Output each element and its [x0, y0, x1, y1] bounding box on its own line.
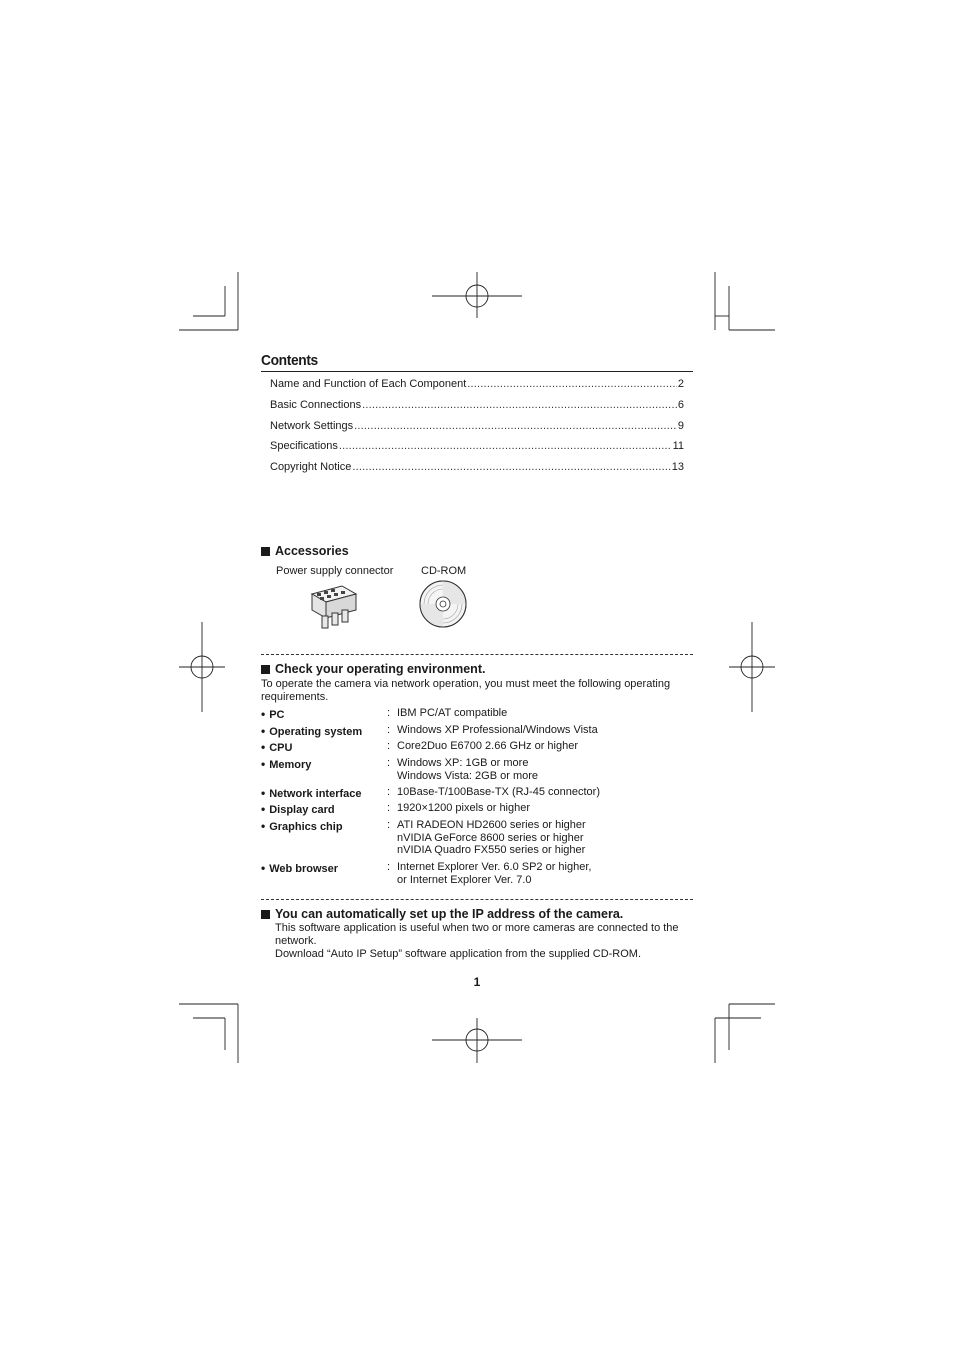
toc-item-label: Copyright Notice — [270, 461, 352, 474]
requirement-value-line: ATI RADEON HD2600 series or higher — [397, 819, 586, 831]
accessories-heading-text: Accessories — [275, 544, 349, 558]
toc-item-page: 9 — [677, 419, 684, 432]
requirement-value — [397, 786, 600, 799]
environment-intro — [261, 678, 701, 704]
table-of-contents — [270, 378, 684, 482]
requirement-colon: : — [387, 740, 391, 752]
toc-item-page: 11 — [672, 440, 684, 453]
toc-item[interactable] — [270, 378, 684, 399]
toc-leader-dots — [467, 378, 677, 390]
auto-ip-body — [275, 922, 700, 961]
requirement-colon: : — [387, 786, 391, 798]
requirement-value — [397, 861, 591, 886]
requirement-value-line: IBM PC/AT compatible — [397, 707, 508, 719]
toc-item[interactable] — [270, 440, 684, 461]
contents-title: Contents — [261, 352, 318, 369]
toc-item-page: 6 — [677, 398, 684, 411]
requirement-colon: : — [387, 724, 391, 736]
requirement-value-line: Windows XP Professional/Windows Vista — [397, 724, 598, 736]
toc-item-page: 13 — [671, 461, 684, 474]
auto-ip-line: network. — [275, 935, 317, 947]
toc-leader-dots — [354, 420, 677, 432]
requirement-value — [397, 819, 586, 857]
requirement-label: • Network interface — [261, 786, 362, 800]
environment-heading-text: Check your operating environment. — [275, 662, 486, 676]
requirement-value-line: Windows XP: 1GB or more — [397, 757, 529, 769]
section-divider — [261, 899, 693, 900]
environment-heading — [261, 662, 485, 676]
requirement-label: • Graphics chip — [261, 819, 343, 833]
toc-item[interactable] — [270, 461, 684, 482]
page-number: 1 — [473, 975, 481, 989]
requirement-label: • Display card — [261, 802, 335, 816]
toc-item-page: 2 — [677, 378, 684, 390]
requirement-value-line: Internet Explorer Ver. 6.0 SP2 or higher, — [397, 861, 592, 873]
environment-intro-line: To operate the camera via network operation, you must meet the following operating — [261, 678, 671, 690]
cd-rom-icon — [419, 580, 469, 635]
toc-item[interactable] — [270, 420, 684, 441]
toc-item-label: Name and Function of Each Component — [270, 378, 467, 390]
requirement-colon: : — [387, 757, 391, 769]
auto-ip-line: This software application is useful when two or more cameras are connected to the — [275, 922, 679, 934]
requirement-value — [397, 707, 507, 720]
requirement-colon: : — [387, 819, 391, 831]
requirement-value-line: nVIDIA Quadro FX550 series or higher — [397, 844, 586, 857]
requirement-colon: : — [387, 861, 391, 873]
square-bullet-icon — [261, 665, 270, 674]
toc-leader-dots — [362, 399, 677, 411]
environment-intro-line: requirements. — [261, 691, 329, 703]
requirement-value-line: Core2Duo E6700 2.66 GHz or higher — [397, 740, 578, 752]
square-bullet-icon — [261, 910, 270, 919]
requirement-value — [397, 740, 578, 753]
contents-divider — [261, 371, 693, 372]
auto-ip-line: Download “Auto IP Setup” software application from the supplied CD-ROM. — [275, 948, 642, 960]
toc-item[interactable] — [270, 399, 684, 420]
requirement-colon: : — [387, 802, 391, 814]
power-connector-icon — [308, 582, 360, 637]
requirement-label: • CPU — [261, 740, 292, 754]
toc-leader-dots — [352, 461, 670, 473]
requirement-colon: : — [387, 707, 391, 719]
auto-ip-heading — [261, 907, 623, 921]
requirement-value-line: or Internet Explorer Ver. 7.0 — [397, 873, 532, 886]
requirement-value-line: nVIDIA GeForce 8600 series or higher — [397, 831, 584, 844]
requirement-label: • Operating system — [261, 724, 362, 738]
section-divider — [261, 654, 693, 655]
auto-ip-heading-text: You can automatically set up the IP address of the camera. — [275, 907, 624, 921]
toc-item-label: Specifications — [270, 440, 338, 453]
requirement-value-line: 10Base-T/100Base-TX (RJ-45 connector) — [397, 786, 600, 798]
requirement-value-line: Windows Vista: 2GB or more — [397, 769, 539, 782]
requirement-label: • Web browser — [261, 861, 338, 875]
requirement-label: • Memory — [261, 757, 311, 771]
toc-item-label: Basic Connections — [270, 398, 362, 411]
accessories-heading — [261, 544, 349, 558]
toc-leader-dots — [339, 440, 672, 452]
requirement-value — [397, 724, 598, 737]
accessory-label-cd-rom: CD-ROM — [421, 565, 467, 577]
requirement-label: • PC — [261, 707, 284, 721]
requirement-value — [397, 757, 538, 782]
requirement-value-line: 1920×1200 pixels or higher — [397, 802, 531, 814]
accessory-label-power-connector: Power supply connector — [276, 565, 394, 577]
square-bullet-icon — [261, 547, 270, 556]
toc-item-label: Network Settings — [270, 419, 354, 432]
requirement-value — [397, 802, 530, 815]
